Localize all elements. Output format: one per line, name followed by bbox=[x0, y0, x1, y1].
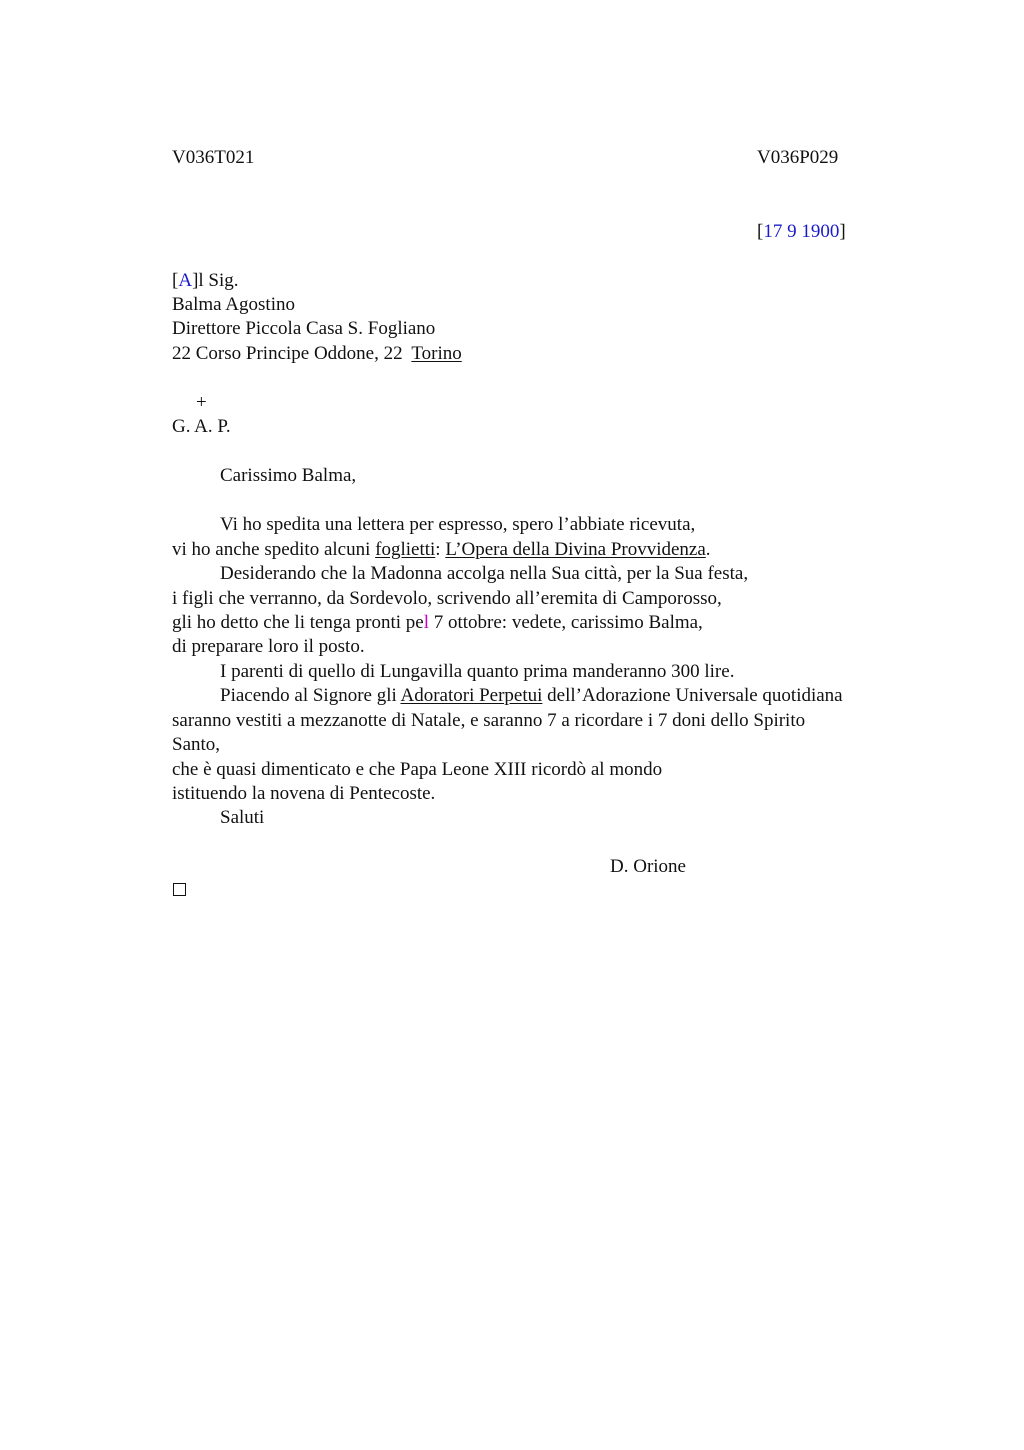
body-p2-line-1: Desiderando che la Madonna accolga nella Sua città, per la Sua festa, bbox=[220, 563, 749, 584]
p2-line-3-letter-l: l bbox=[423, 612, 429, 633]
body-p1-line-2 bbox=[172, 538, 711, 562]
volume-code-right: V036P029 bbox=[757, 147, 839, 168]
address-line-2: Balma Agostino bbox=[172, 294, 295, 315]
address-street: 22 Corso Principe Oddone, 22 bbox=[172, 343, 408, 364]
body-p4-line-2: saranno vestiti a mezzanotte di Natale, e saranno 7 a ricordare i 7 doni dello Spirito bbox=[172, 710, 806, 731]
volume-code-left: V036T021 bbox=[172, 147, 255, 168]
empty-square-icon bbox=[173, 883, 186, 896]
address-open-bracket: [ bbox=[172, 270, 179, 291]
date-line bbox=[757, 220, 846, 244]
body-p4-line-1 bbox=[220, 684, 843, 708]
address-city: Torino bbox=[411, 343, 462, 364]
date-open-bracket: [ bbox=[757, 221, 764, 242]
date-value: 17 9 1900 bbox=[763, 221, 840, 242]
gap-heading: G. A. P. bbox=[172, 416, 231, 437]
date-close-bracket: ] bbox=[839, 221, 846, 242]
body-p4-line-3: Santo, bbox=[172, 734, 221, 755]
foglietti-word: foglietti bbox=[375, 539, 436, 560]
body-p2-line-3 bbox=[172, 611, 703, 635]
address-line-3: Direttore Piccola Casa S. Fogliano bbox=[172, 318, 436, 339]
p1-line-2-text-a: vi ho anche spedito alcuni bbox=[172, 539, 376, 560]
address-line-1-rest: ]l Sig. bbox=[192, 270, 239, 291]
p4-line-1-text-a: Piacendo al Signore gli bbox=[220, 685, 401, 706]
body-p2-line-2: i figli che verranno, da Sordevolo, scrivendo all’eremita di Camporosso, bbox=[172, 588, 722, 609]
body-p2-line-4: di preparare loro il posto. bbox=[172, 636, 365, 657]
address-line-1 bbox=[172, 269, 239, 293]
salutation: Carissimo Balma, bbox=[220, 465, 357, 486]
body-p4-line-5: istituendo la novena di Pentecoste. bbox=[172, 783, 436, 804]
p1-line-2-text-c: . bbox=[705, 539, 711, 560]
address-line-4 bbox=[172, 342, 462, 366]
body-p3: I parenti di quello di Lungavilla quanto prima manderanno 300 lire. bbox=[220, 661, 735, 682]
closing-saluti: Saluti bbox=[220, 807, 265, 828]
p4-line-1-text-b: dell’Adorazione Universale quotidiana bbox=[542, 685, 843, 706]
body-p4-line-4: che è quasi dimenticato e che Papa Leone XIII ricordò al mondo bbox=[172, 759, 663, 780]
adoratori-perpetui: Adoratori Perpetui bbox=[400, 685, 543, 706]
opera-title: L’Opera della Divina Provvidenza bbox=[445, 539, 706, 560]
address-initial: A bbox=[178, 270, 193, 291]
cross-symbol: + bbox=[196, 392, 207, 413]
p1-line-2-text-b: : bbox=[435, 539, 446, 560]
body-p1-line-1: Vi ho spedita una lettera per espresso, spero l’abbiate ricevuta, bbox=[220, 514, 696, 535]
signature: D. Orione bbox=[610, 856, 686, 877]
p2-line-3-text-a: gli ho detto che li tenga pronti pe bbox=[172, 612, 424, 633]
p2-line-3-text-b: 7 ottobre: vedete, carissimo Balma, bbox=[428, 612, 703, 633]
